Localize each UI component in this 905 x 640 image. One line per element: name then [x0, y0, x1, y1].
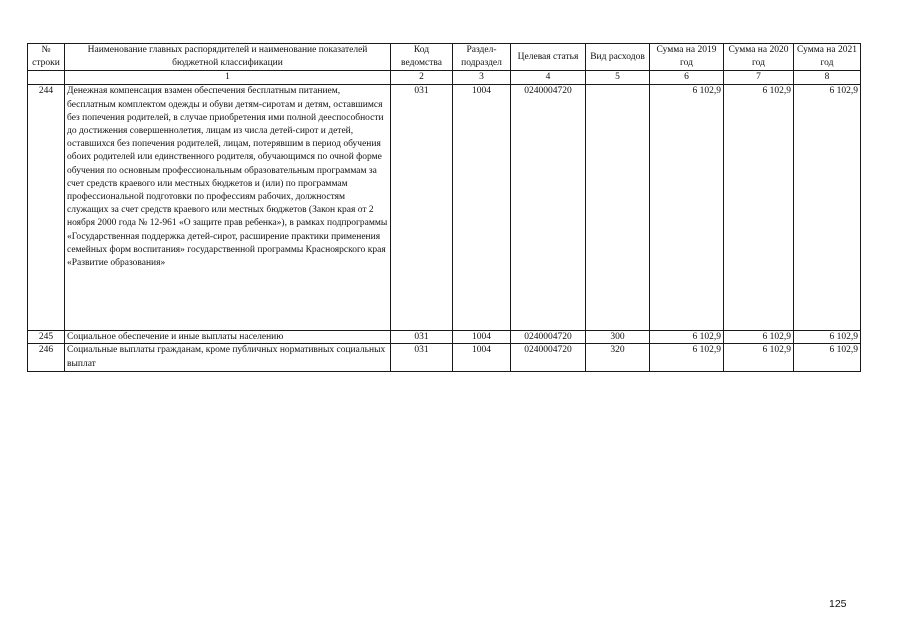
table-row [28, 344, 861, 371]
row-sum-2021: 6 102,9 [794, 331, 861, 344]
header-name: Наименование главных распорядителей и наименование показателей бюджетной классификации [65, 44, 391, 71]
row-name: Социальное обеспечение и иные выплаты населению [65, 331, 391, 344]
row-sum-2019: 6 102,9 [650, 331, 724, 344]
row-dept-code: 031 [391, 344, 453, 371]
row-number: 246 [28, 344, 65, 371]
row-number: 244 [28, 85, 65, 331]
column-number: 8 [794, 71, 861, 85]
row-expense-type [586, 85, 650, 331]
row-sum-2020: 6 102,9 [724, 85, 794, 331]
budget-table [27, 43, 861, 372]
row-target-item: 0240004720 [511, 331, 586, 344]
row-target-item: 0240004720 [511, 344, 586, 371]
table-row [28, 331, 861, 344]
row-dept-code: 031 [391, 331, 453, 344]
table-row [28, 85, 861, 331]
column-number [28, 71, 65, 85]
header-dept-code: Код ведомства [391, 44, 453, 71]
header-expense-type: Вид расходов [586, 44, 650, 71]
row-expense-type: 300 [586, 331, 650, 344]
column-number: 5 [586, 71, 650, 85]
table-header-row [28, 44, 861, 71]
row-dept-code: 031 [391, 85, 453, 331]
header-sum-2019: Сумма на 2019 год [650, 44, 724, 71]
header-target-item: Целевая статья [511, 44, 586, 71]
row-name: Социальные выплаты гражданам, кроме публичных нормативных социальных выплат [65, 344, 391, 371]
header-sum-2020: Сумма на 2020 год [724, 44, 794, 71]
row-sum-2019: 6 102,9 [650, 85, 724, 331]
row-name: Денежная компенсация взамен обеспечения бесплатным питанием, бесплатным комплектом одежды и обуви детям-сиротам и детям, оставшимся без попечения родителей, в случае приобретения ими полной дееспособности до достижения совершеннолетия, лицам из числа детей-сирот и детей, оставшихся без попечения родителей, лицам, потерявшим в период обучения обоих родителей или единственного родителя, обучающимся по очной форме обучения по основным профессиональным образовательным программам за счет средств краевого или местных бюджетов и (или) по программам профессиональной подготовки по профессиям рабочих, должностям служащих за счет средств краевого или местных бюджетов (Закон края от 2 ноября 2000 года № 12-961 «О защите прав ребенка»), в рамках подпрограммы «Государственная поддержка детей-сирот, расширение практики применения семейных форм воспитания» государственной программы Красноярского края «Развитие образования» [65, 85, 391, 331]
row-section: 1004 [453, 85, 511, 331]
row-target-item: 0240004720 [511, 85, 586, 331]
row-sum-2021: 6 102,9 [794, 344, 861, 371]
column-number: 7 [724, 71, 794, 85]
row-section: 1004 [453, 331, 511, 344]
row-sum-2020: 6 102,9 [724, 331, 794, 344]
row-expense-type: 320 [586, 344, 650, 371]
row-sum-2019: 6 102,9 [650, 344, 724, 371]
column-number: 1 [65, 71, 391, 85]
row-sum-2020: 6 102,9 [724, 344, 794, 371]
column-number: 4 [511, 71, 586, 85]
column-number: 2 [391, 71, 453, 85]
row-number: 245 [28, 331, 65, 344]
page-number: 125 [829, 598, 847, 610]
row-section: 1004 [453, 344, 511, 371]
header-sum-2021: Сумма на 2021 год [794, 44, 861, 71]
header-section: Раздел-подраздел [453, 44, 511, 71]
column-number: 6 [650, 71, 724, 85]
column-number-row [28, 71, 861, 85]
header-row-no: № строки [28, 44, 65, 71]
row-sum-2021: 6 102,9 [794, 85, 861, 331]
column-number: 3 [453, 71, 511, 85]
